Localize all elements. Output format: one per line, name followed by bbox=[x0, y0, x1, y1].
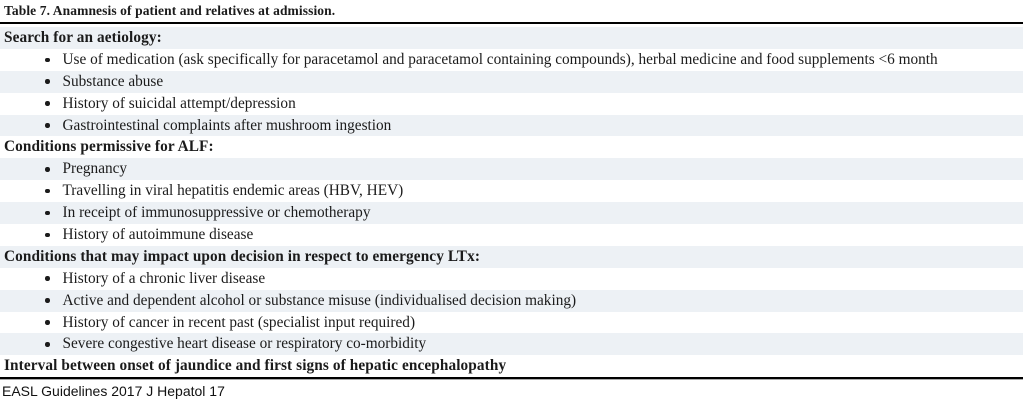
bullet-icon bbox=[45, 233, 50, 238]
bullet-item-text: History of cancer in recent past (specialist input required) bbox=[62, 313, 416, 331]
bullet-icon bbox=[45, 342, 50, 347]
bullet-item-text: Use of medication (ask specifically for paracetamol and paracetamol containing compounds), herbal medicine and food supplements <6 month bbox=[62, 50, 938, 68]
bullet-item-text: History of autoimmune disease bbox=[62, 226, 254, 244]
bullet-item-row bbox=[0, 224, 1023, 246]
section-header-row bbox=[0, 246, 1023, 268]
section-header-row bbox=[0, 355, 1023, 377]
bullet-item-text: History of suicidal attempt/depression bbox=[62, 94, 296, 112]
bullet-item-row bbox=[0, 93, 1023, 115]
section-header-text: Conditions permissive for ALF: bbox=[4, 138, 214, 156]
top-rule bbox=[0, 22, 1023, 24]
bullet-icon bbox=[45, 211, 50, 216]
section-header-text: Interval between onset of jaundice and first signs of hepatic encephalopathy bbox=[4, 357, 507, 375]
bullet-item-row bbox=[0, 71, 1023, 93]
bullet-item-text: Gastrointestinal complaints after mushroom ingestion bbox=[62, 116, 392, 134]
bullet-item-text: Substance abuse bbox=[62, 72, 164, 90]
bullet-icon bbox=[45, 167, 50, 172]
bullet-item-text: In receipt of immunosuppressive or chemotherapy bbox=[62, 204, 371, 222]
bullet-item-row bbox=[0, 333, 1023, 355]
bullet-item-row bbox=[0, 312, 1023, 334]
bullet-item-row bbox=[0, 49, 1023, 71]
section-header-text: Conditions that may impact upon decision in respect to emergency LTx: bbox=[4, 247, 481, 265]
table-body bbox=[0, 27, 1023, 377]
bullet-icon bbox=[45, 189, 50, 194]
bullet-item-row bbox=[0, 268, 1023, 290]
bullet-item-text: Pregnancy bbox=[62, 160, 128, 178]
bullet-item-row bbox=[0, 290, 1023, 312]
bullet-item-text: Travelling in viral hepatitis endemic areas (HBV, HEV) bbox=[62, 182, 404, 200]
bullet-icon bbox=[45, 123, 50, 128]
table-caption: Table 7. Anamnesis of patient and relatives at admission. bbox=[4, 3, 336, 18]
bullet-item-row bbox=[0, 115, 1023, 137]
bullet-item-row bbox=[0, 180, 1023, 202]
bullet-item-row bbox=[0, 158, 1023, 180]
section-header-row bbox=[0, 27, 1023, 49]
bullet-icon bbox=[45, 101, 50, 106]
bullet-item-text: Active and dependent alcohol or substance misuse (individualised decision making) bbox=[62, 291, 577, 309]
section-header-row bbox=[0, 136, 1023, 158]
section-header-text: Search for an aetiology: bbox=[4, 29, 162, 46]
bullet-item-text: Severe congestive heart disease or respiratory co-morbidity bbox=[62, 335, 427, 353]
bullet-item-row bbox=[0, 202, 1023, 224]
bullet-icon bbox=[45, 298, 50, 303]
bullet-icon bbox=[45, 58, 50, 63]
bullet-icon bbox=[45, 320, 50, 325]
source-note: EASL Guidelines 2017 J Hepatol 17 bbox=[2, 383, 225, 400]
bullet-icon bbox=[45, 276, 50, 281]
bullet-item-text: History of a chronic liver disease bbox=[62, 269, 266, 287]
bullet-icon bbox=[45, 79, 50, 84]
